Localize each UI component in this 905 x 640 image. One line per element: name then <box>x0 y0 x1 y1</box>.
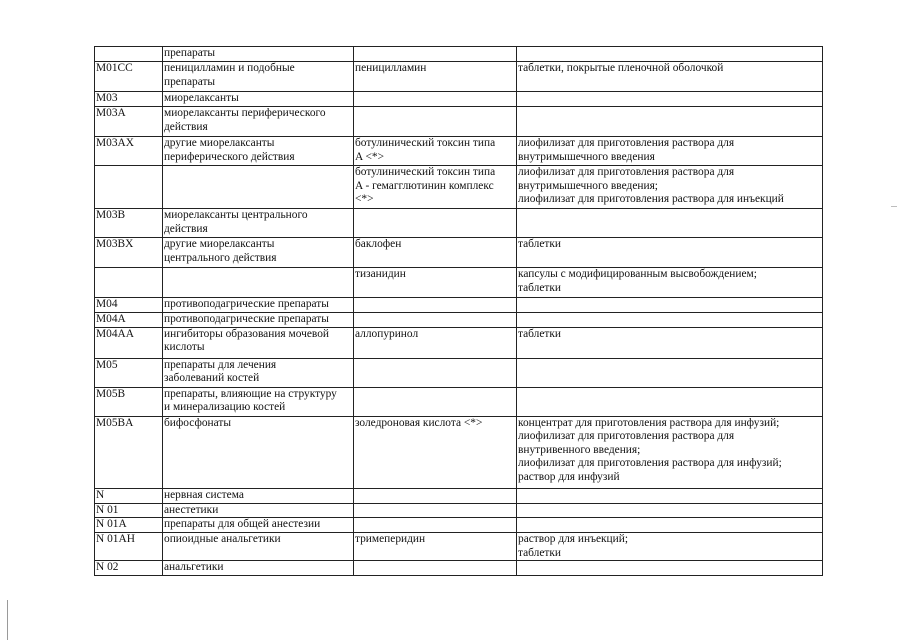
table-row <box>95 327 823 358</box>
table-row <box>95 47 823 62</box>
group-name-cell: другие миорелаксанты центрального действия <box>163 238 354 268</box>
atc-code-cell <box>95 268 163 298</box>
group-name-cell: противоподагрические препараты <box>163 298 354 313</box>
group-name-cell: миорелаксанты <box>163 92 354 107</box>
group-name-cell: анальгетики <box>163 561 354 576</box>
table-row <box>95 561 823 576</box>
inn-cell <box>354 488 517 503</box>
page-edge-line <box>7 600 8 640</box>
inn-cell: ботулинический токсин типа A - гемагглютинин комплекс <*> <box>354 166 517 209</box>
dosage-form-cell <box>517 209 823 238</box>
inn-cell <box>354 561 517 576</box>
dosage-form-cell <box>517 92 823 107</box>
atc-code-cell: M04AA <box>95 327 163 358</box>
dosage-form-cell <box>517 47 823 62</box>
inn-cell: золедроновая кислота <*> <box>354 416 517 488</box>
table-row <box>95 313 823 328</box>
group-name-cell: анестетики <box>163 503 354 518</box>
atc-code-cell: M05BA <box>95 416 163 488</box>
group-name-cell: ингибиторы образования мочевой кислоты <box>163 327 354 358</box>
dosage-form-cell <box>517 107 823 137</box>
dosage-form-cell: раствор для инъекций; таблетки <box>517 533 823 561</box>
group-name-cell: препараты для общей анестезии <box>163 518 354 533</box>
dosage-form-cell <box>517 518 823 533</box>
inn-cell: ботулинический токсин типа A <*> <box>354 137 517 166</box>
dosage-form-cell: концентрат для приготовления раствора для инфузий; лиофилизат для приготовления раствора для внутривенного введения; лиофилизат для приготовления раствора для инфузий; раствор для инфузий <box>517 416 823 488</box>
dosage-form-cell: таблетки, покрытые пленочной оболочкой <box>517 62 823 92</box>
drug-list-body <box>95 47 823 576</box>
dosage-form-cell <box>517 503 823 518</box>
inn-cell: баклофен <box>354 238 517 268</box>
atc-code-cell: M03B <box>95 209 163 238</box>
dosage-form-cell <box>517 358 823 387</box>
dosage-form-cell <box>517 298 823 313</box>
group-name-cell: миорелаксанты периферического действия <box>163 107 354 137</box>
atc-code-cell: N 01 <box>95 503 163 518</box>
table-row <box>95 166 823 209</box>
group-name-cell <box>163 268 354 298</box>
dosage-form-cell: лиофилизат для приготовления раствора для внутримышечного введения; лиофилизат для приготовления раствора для инъекций <box>517 166 823 209</box>
table-row <box>95 503 823 518</box>
atc-code-cell: M03AX <box>95 137 163 166</box>
dosage-form-cell: лиофилизат для приготовления раствора для внутримышечного введения <box>517 137 823 166</box>
inn-cell <box>354 503 517 518</box>
inn-cell <box>354 209 517 238</box>
table-row <box>95 518 823 533</box>
dosage-form-cell: капсулы с модифицированным высвобождением; таблетки <box>517 268 823 298</box>
drug-list-table <box>94 46 823 576</box>
atc-code-cell: M04 <box>95 298 163 313</box>
table-row <box>95 416 823 488</box>
table-row <box>95 92 823 107</box>
atc-code-cell: N 02 <box>95 561 163 576</box>
table-row <box>95 387 823 416</box>
group-name-cell <box>163 166 354 209</box>
inn-cell: тизанидин <box>354 268 517 298</box>
atc-code-cell: M03A <box>95 107 163 137</box>
table-row <box>95 533 823 561</box>
table-row <box>95 209 823 238</box>
inn-cell <box>354 313 517 328</box>
group-name-cell: другие миорелаксанты периферического действия <box>163 137 354 166</box>
inn-cell <box>354 298 517 313</box>
table-row <box>95 268 823 298</box>
table-row <box>95 298 823 313</box>
table-row <box>95 238 823 268</box>
atc-code-cell <box>95 166 163 209</box>
dosage-form-cell <box>517 387 823 416</box>
table-row <box>95 488 823 503</box>
group-name-cell: нервная система <box>163 488 354 503</box>
dosage-form-cell <box>517 313 823 328</box>
inn-cell <box>354 518 517 533</box>
dosage-form-cell: таблетки <box>517 238 823 268</box>
atc-code-cell: N 01A <box>95 518 163 533</box>
atc-code-cell: M03 <box>95 92 163 107</box>
inn-cell <box>354 47 517 62</box>
atc-code-cell: N 01AH <box>95 533 163 561</box>
inn-cell: тримеперидин <box>354 533 517 561</box>
inn-cell <box>354 92 517 107</box>
table-row <box>95 358 823 387</box>
atc-code-cell: M05 <box>95 358 163 387</box>
table-row <box>95 137 823 166</box>
inn-cell: пеницилламин <box>354 62 517 92</box>
atc-code-cell: M05B <box>95 387 163 416</box>
atc-code-cell: M01CC <box>95 62 163 92</box>
dosage-form-cell <box>517 488 823 503</box>
group-name-cell: опиоидные анальгетики <box>163 533 354 561</box>
group-name-cell: пеницилламин и подобные препараты <box>163 62 354 92</box>
inn-cell <box>354 358 517 387</box>
group-name-cell: миорелаксанты центрального действия <box>163 209 354 238</box>
atc-code-cell: M04A <box>95 313 163 328</box>
atc-code-cell: M03BX <box>95 238 163 268</box>
scan-mark <box>891 206 897 207</box>
inn-cell <box>354 107 517 137</box>
dosage-form-cell <box>517 561 823 576</box>
group-name-cell: препараты <box>163 47 354 62</box>
dosage-form-cell: таблетки <box>517 327 823 358</box>
inn-cell <box>354 387 517 416</box>
group-name-cell: бифосфонаты <box>163 416 354 488</box>
group-name-cell: препараты, влияющие на структуру и минерализацию костей <box>163 387 354 416</box>
inn-cell: аллопуринол <box>354 327 517 358</box>
group-name-cell: противоподагрические препараты <box>163 313 354 328</box>
table-row <box>95 62 823 92</box>
group-name-cell: препараты для лечения заболеваний костей <box>163 358 354 387</box>
table-row <box>95 107 823 137</box>
atc-code-cell <box>95 47 163 62</box>
atc-code-cell: N <box>95 488 163 503</box>
